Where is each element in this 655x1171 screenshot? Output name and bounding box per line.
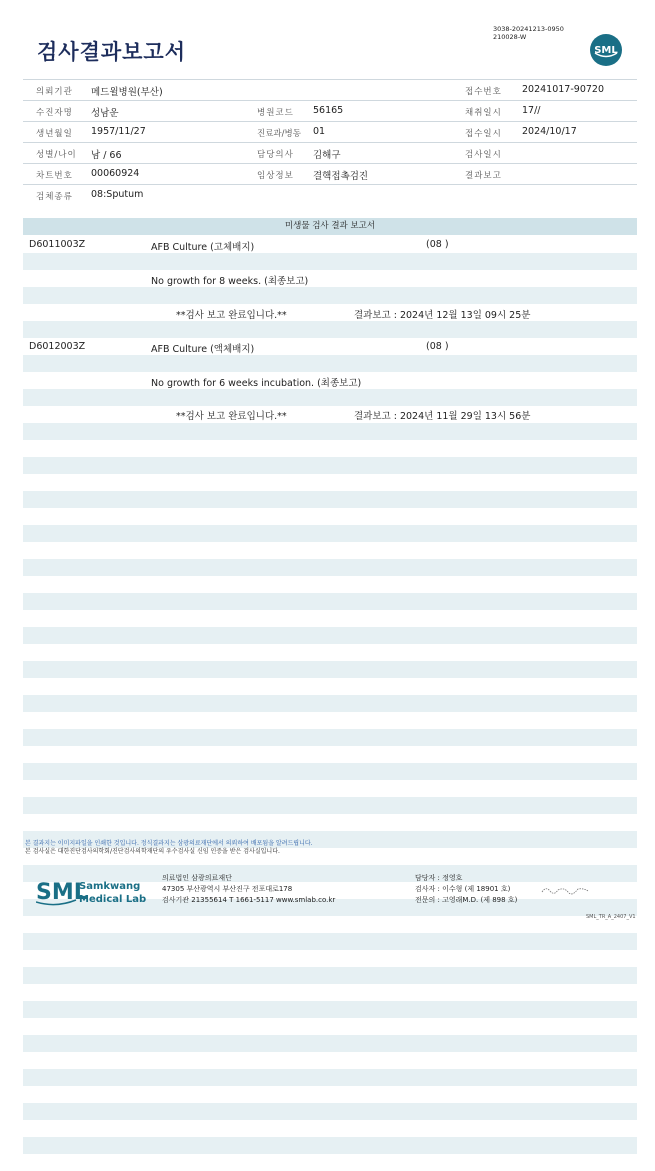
- samkwang-logo-icon: [36, 873, 156, 909]
- department: 01: [313, 126, 326, 137]
- specimen-type: 08:Sputum: [91, 189, 144, 200]
- tester-name: 이수형 (제 18901 호): [442, 885, 511, 893]
- test-code: D6011003Z: [29, 239, 86, 250]
- form-code: SML_TR_A_2407_V1: [586, 914, 636, 920]
- info-row: 생년월일 1957/11/27 진료과/병동 01 접수일시 2024/10/17: [23, 122, 637, 143]
- svg-text:Samkwang: Samkwang: [79, 881, 141, 892]
- report-section-title: 미생물 검사 결과 보고서: [23, 218, 637, 235]
- clinical-info: 결핵접촉검진: [313, 171, 369, 182]
- signature-icon: [540, 884, 590, 896]
- staff-name: 정영호: [442, 874, 463, 882]
- test-result: No growth for 8 weeks. (최종보고): [151, 276, 309, 287]
- info-row: 차트번호 00060924 임상정보 결핵접촉검진 결과보고: [23, 164, 637, 185]
- sex-age: 남 / 66: [91, 150, 122, 161]
- info-row: 성별/나이 남 / 66 담당의사 김해구 검사일시: [23, 143, 637, 164]
- chart-number: 00060924: [91, 168, 140, 179]
- test-name: AFB Culture (고체배지): [151, 242, 255, 253]
- test-result: No growth for 6 weeks incubation. (최종보고): [151, 378, 362, 389]
- report-time: 결과보고 : 2024년 11월 29일 13시 56분: [354, 411, 531, 422]
- svg-text:SML: SML: [594, 45, 618, 56]
- info-row: 검체종류 08:Sputum: [36, 189, 144, 202]
- specimen-code: (08 ): [426, 239, 449, 250]
- report-complete: **검사 보고 완료입니다.**: [176, 310, 287, 321]
- requesting-org: 메드윌병원(부산): [91, 87, 163, 98]
- date-of-birth: 1957/11/27: [91, 126, 146, 137]
- svg-text:Medical Lab: Medical Lab: [79, 894, 147, 905]
- report-complete: **검사 보고 완료입니다.**: [176, 411, 287, 422]
- doctor: 김해구: [313, 150, 341, 161]
- hospital-code: 56165: [313, 105, 344, 116]
- patient-name: 성남운: [91, 108, 119, 119]
- info-row: 수진자명 성남운 병원코드 56165 채취일시 17//: [23, 101, 637, 122]
- document-id: 3038-20241213-0950 210028-W: [493, 25, 564, 41]
- specialist-name: 고영래M.D. (제 898 호): [442, 896, 518, 904]
- org-info: 의료법인 삼광의료재단 47305 부산광역시 부산진구 전포대로178 검사기관 21355614 T 1661-5117 www.smlab.co.kr: [162, 874, 336, 904]
- page-title: 검사결과보고서: [37, 40, 187, 64]
- footer-notes: 본 결과지는 이미지파일을 인쇄한 것입니다. 정식결과지는 삼광의료재단에서 의뢰하여 배포됨을 알려드립니다. 본 검사실은 대한진단검사의학회/진단검사의학재단의 우수검사실 신임 인증을 받은 검사실입니다.: [25, 840, 313, 855]
- info-row: 의뢰기관 메드윌병원(부산) 접수번호 20241017-90720: [23, 79, 637, 101]
- receipt-number: 20241017-90720: [522, 84, 605, 95]
- collect-date: 17//: [522, 105, 541, 116]
- receipt-date: 2024/10/17: [522, 126, 577, 137]
- test-code: D6012003Z: [29, 341, 86, 352]
- test-name: AFB Culture (액체배지): [151, 344, 255, 355]
- report-time: 결과보고 : 2024년 12월 13일 09시 25분: [354, 310, 531, 321]
- svg-text:SML: SML: [36, 880, 88, 905]
- specimen-code: (08 ): [426, 341, 449, 352]
- staff-info: 담당자 : 정영호 검사자 : 이수형 (제 18901 호) 전문의 : 고영래M.D. (제 898 호): [415, 874, 518, 904]
